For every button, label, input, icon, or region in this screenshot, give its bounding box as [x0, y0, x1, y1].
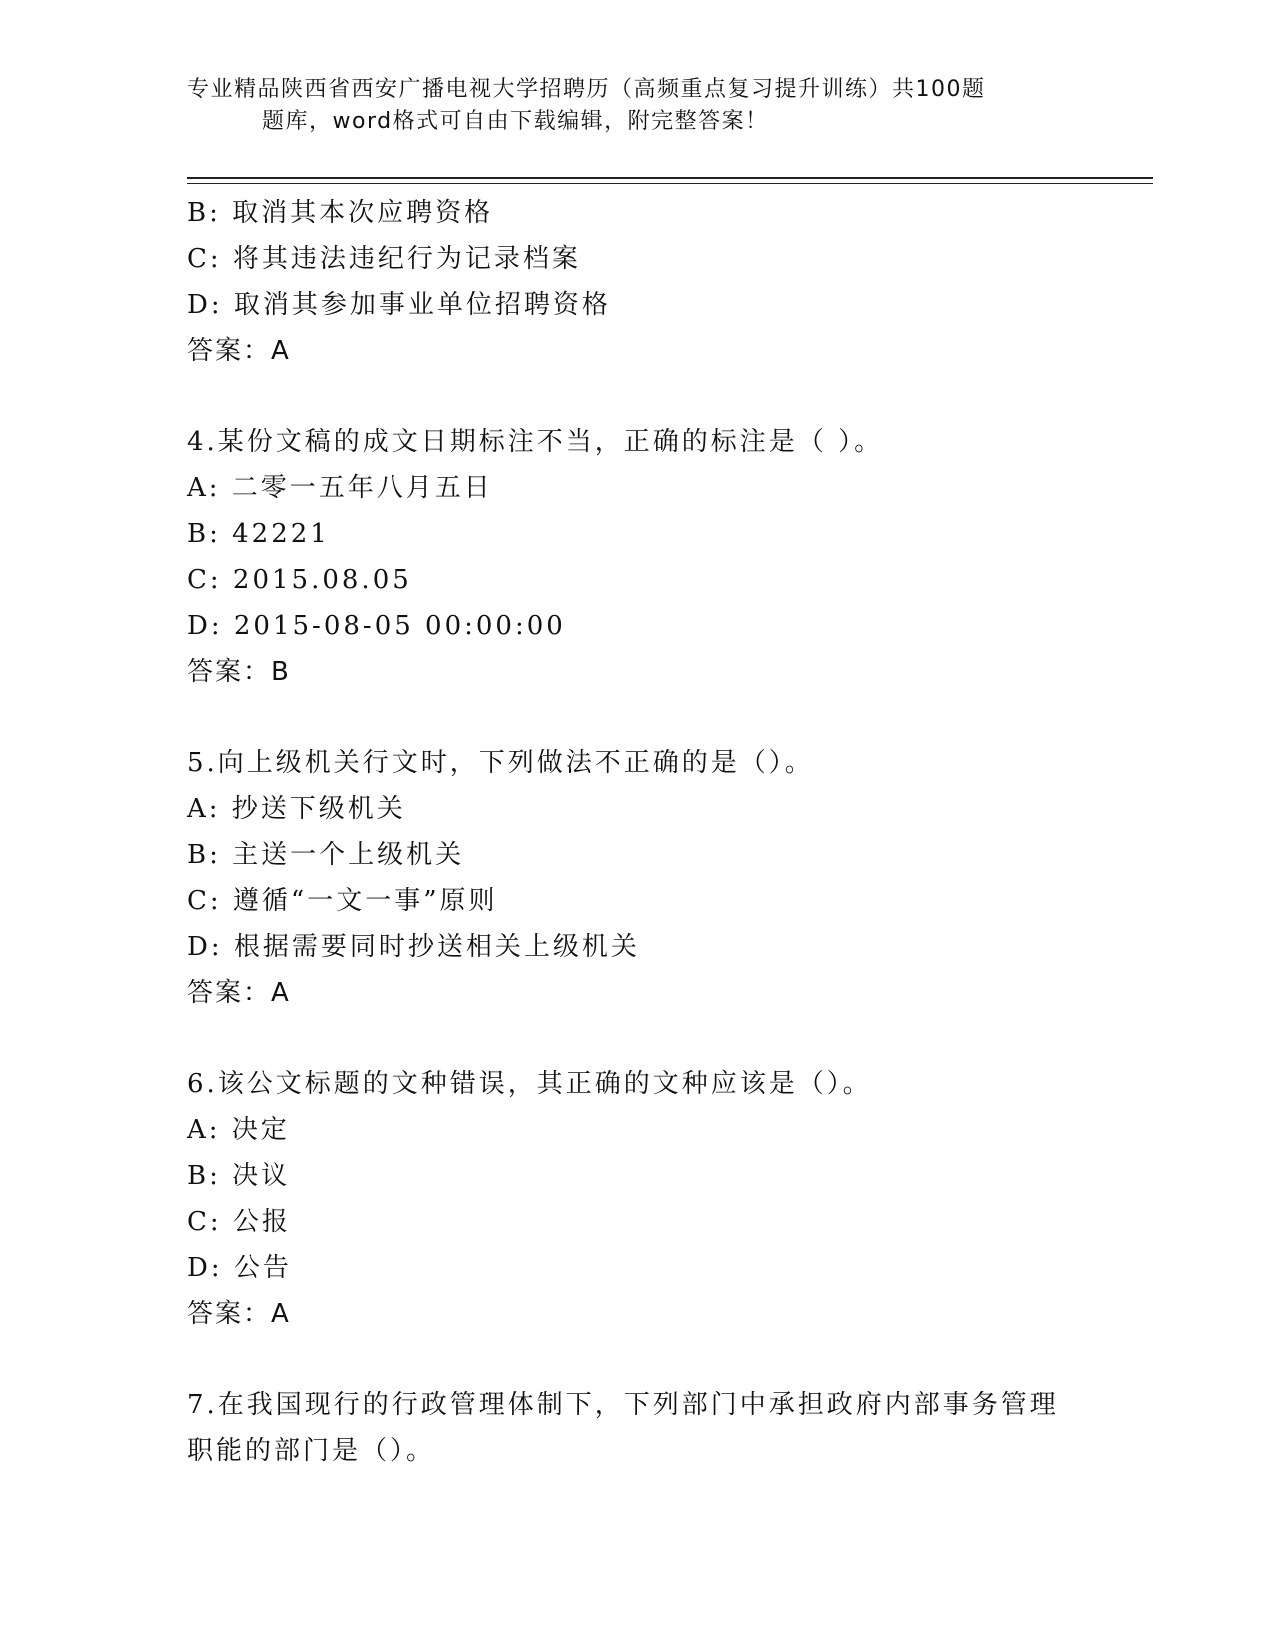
- spacer: [187, 1016, 1087, 1061]
- option-d: D: 根据需要同时抄送相关上级机关: [187, 932, 640, 962]
- question-7: [187, 1382, 1087, 1474]
- question-text: 4.某份文稿的成文日期标注不当，正确的标注是（ ）。: [187, 427, 884, 457]
- option-c: C: 公报: [187, 1207, 291, 1237]
- answer-label: 答案：A: [187, 1299, 291, 1329]
- question-text: 6.该公文标题的文种错误，其正确的文种应该是（）。: [187, 1069, 872, 1099]
- header-divider-thin: [187, 183, 1153, 184]
- option-d: D: 公告: [187, 1253, 292, 1283]
- spacer: [187, 374, 1087, 419]
- answer-label: 答案：A: [187, 336, 291, 366]
- spacer: [187, 1337, 1087, 1382]
- option-c: C: 遵循“一文一事”原则: [187, 886, 498, 916]
- option-a: A: 二零一五年八月五日: [187, 473, 493, 503]
- option-d: D: 2015-08-05 00:00:00: [187, 611, 566, 641]
- spacer: [187, 695, 1087, 740]
- question-6: [187, 1061, 1087, 1337]
- question-text-line2: 职能的部门是（）。: [187, 1436, 436, 1466]
- question-3: [187, 190, 1087, 374]
- option-b: B: 取消其本次应聘资格: [187, 198, 494, 228]
- question-list: [187, 190, 1087, 1474]
- document-header: [187, 74, 1047, 138]
- question-4: [187, 419, 1087, 695]
- option-a: A: 决定: [187, 1115, 290, 1145]
- question-text: 5.向上级机关行文时，下列做法不正确的是（）。: [187, 748, 814, 778]
- option-a: A: 抄送下级机关: [187, 794, 406, 824]
- answer-label: 答案：A: [187, 978, 291, 1008]
- option-d: D: 取消其参加事业单位招聘资格: [187, 290, 611, 320]
- answer-label: 答案：B: [187, 657, 291, 687]
- question-text-line1: 7.在我国现行的行政管理体制下，下列部门中承担政府内部事务管理: [187, 1390, 1059, 1420]
- option-c: C: 2015.08.05: [187, 565, 412, 595]
- header-divider-thick: [187, 177, 1153, 179]
- question-5: [187, 740, 1087, 1016]
- header-title-line2: 题库，word格式可自由下载编辑，附完整答案！: [262, 109, 769, 134]
- header-title-line1: 专业精品陕西省西安广播电视大学招聘历（高频重点复习提升训练）共100题: [187, 77, 986, 102]
- option-b: B: 42221: [187, 519, 330, 549]
- option-b: B: 决议: [187, 1161, 291, 1191]
- option-c: C: 将其违法违纪行为记录档案: [187, 244, 581, 274]
- option-b: B: 主送一个上级机关: [187, 840, 465, 870]
